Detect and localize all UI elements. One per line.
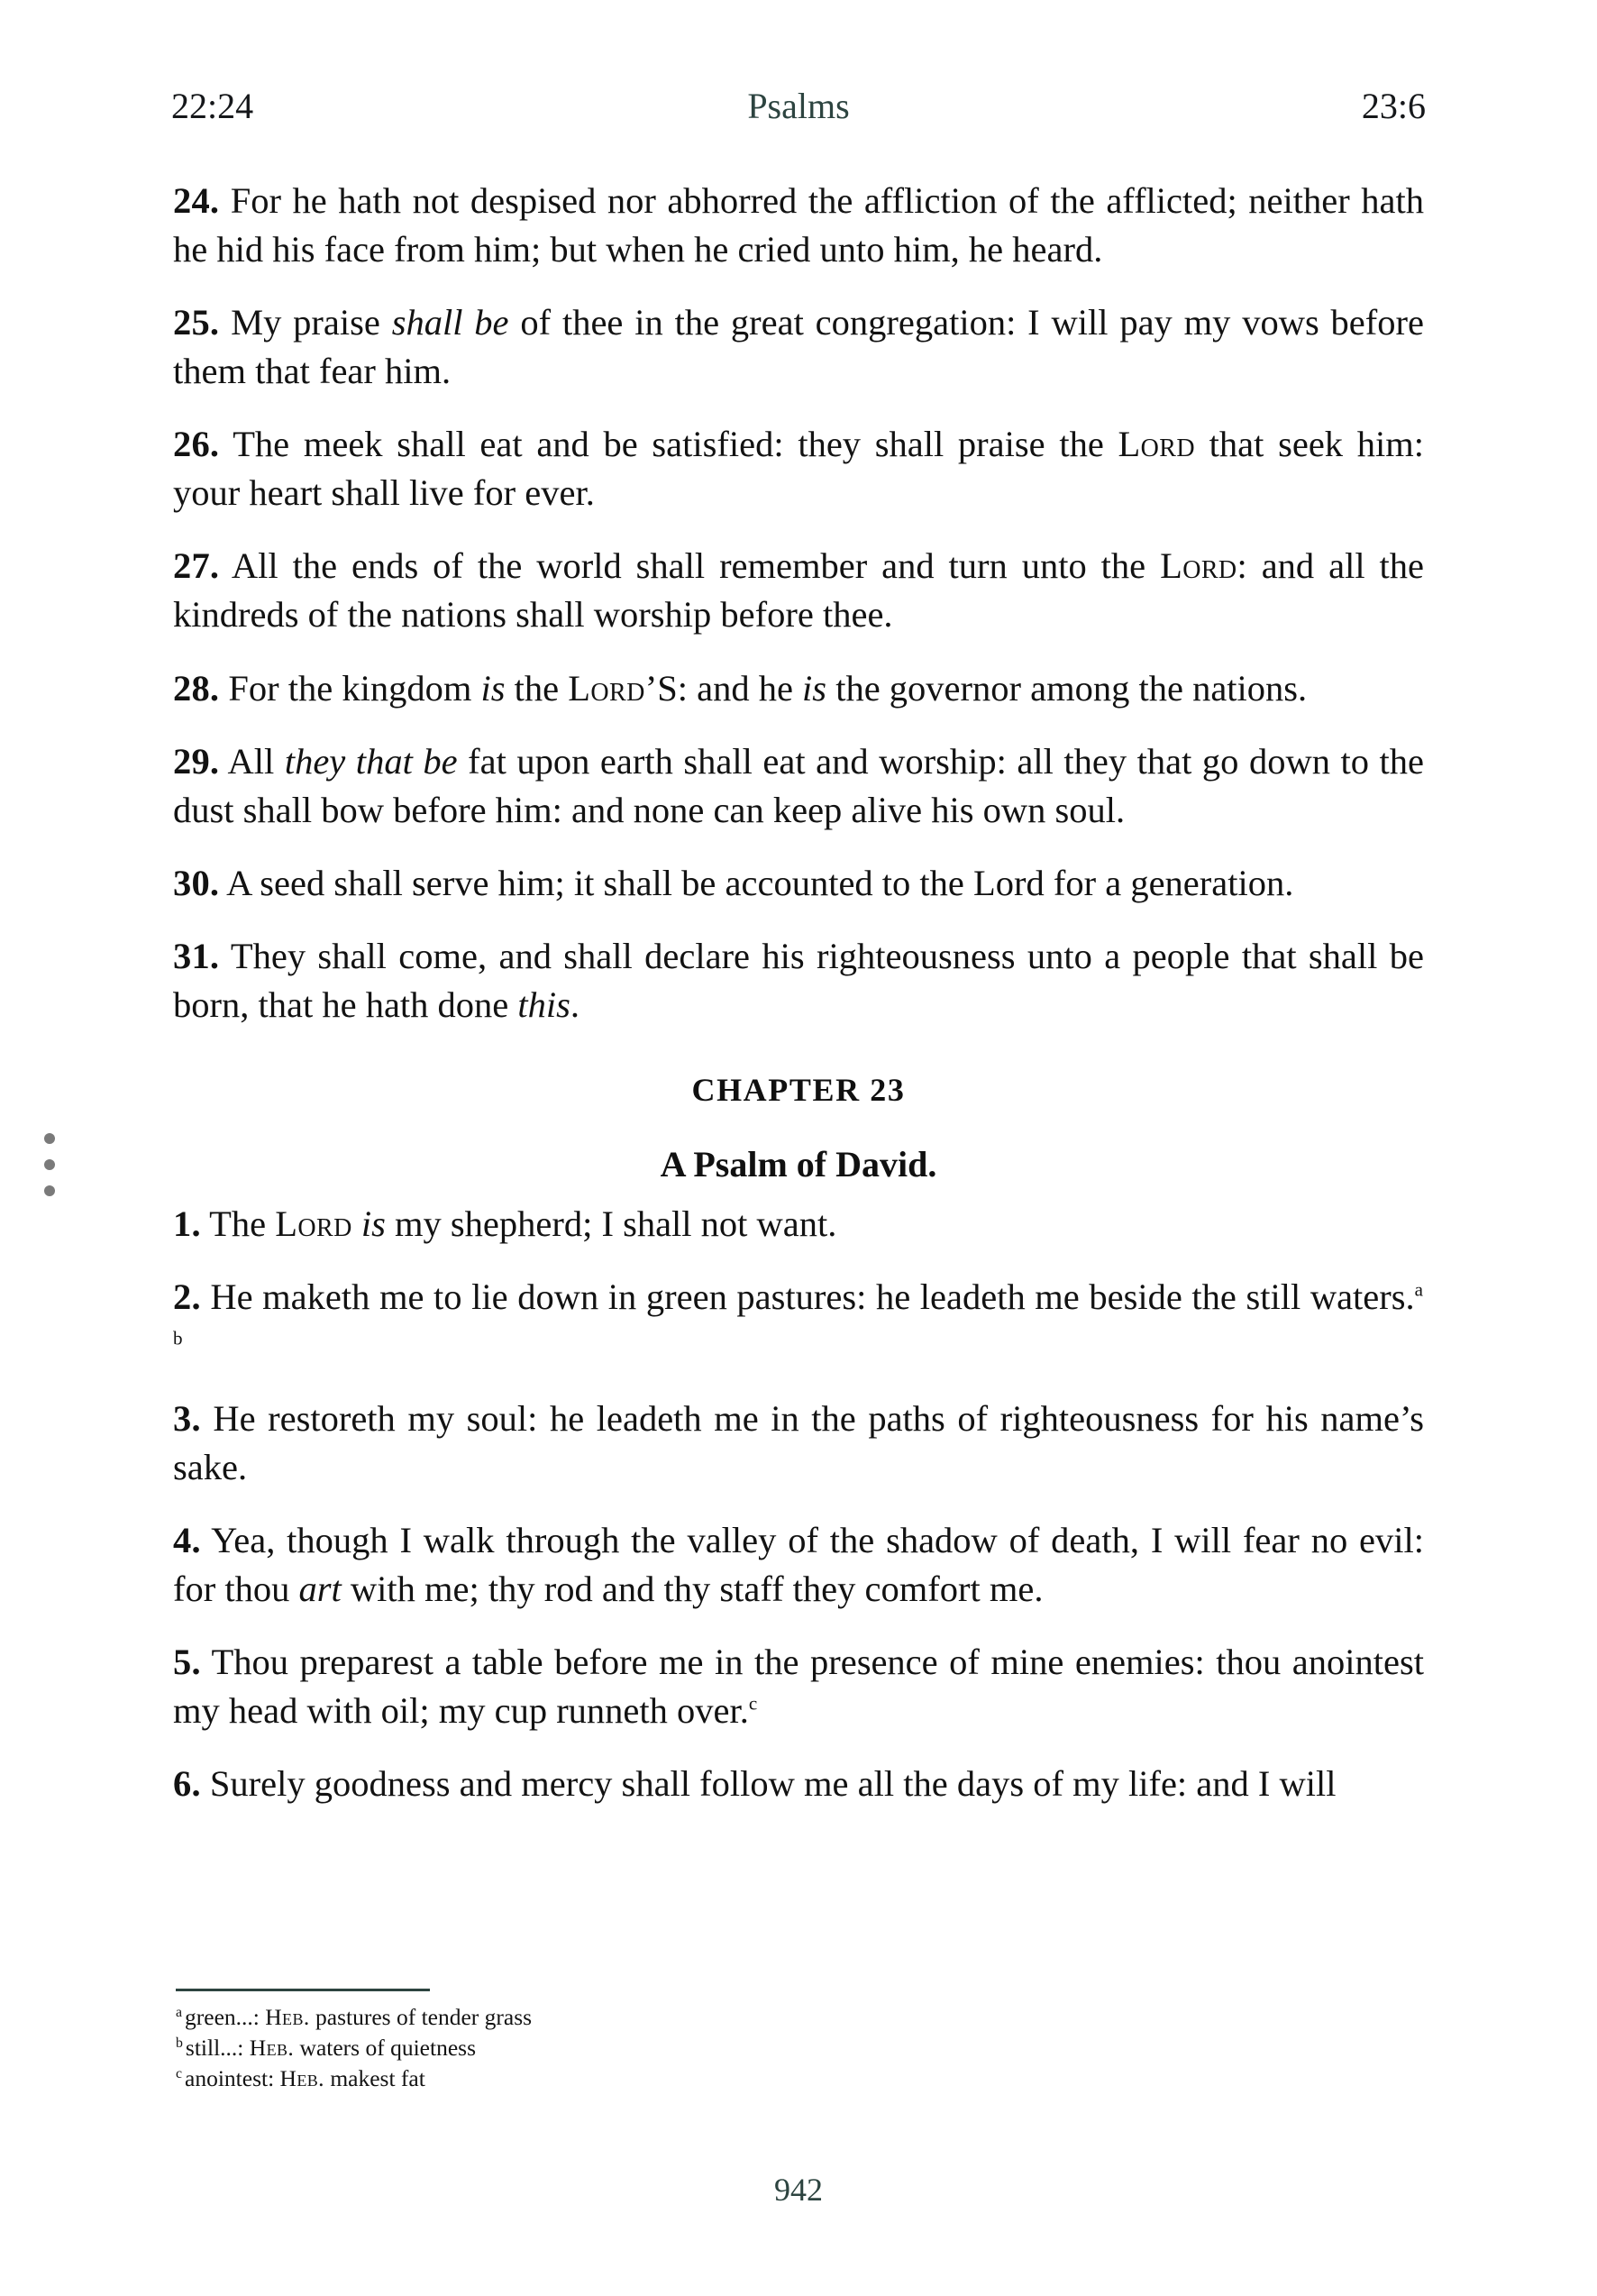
verse-text: For the kingdom [219, 667, 481, 709]
verse-text: Thou preparest a table before me in the presence of mine enemies: thou anointest my head with oil; my cup runneth over. [173, 1642, 1424, 1732]
verse-text: that seek him: your heart shall live for ever. [173, 424, 1424, 514]
verse-paragraph [173, 932, 1424, 1029]
verse-text: My praise [219, 302, 392, 343]
footnote-item [176, 2063, 1257, 2094]
verse-number: 2. [173, 1276, 201, 1317]
verse-text: with me; thy rod and thy staff they comfort me. [341, 1569, 1044, 1610]
verse-italic-text: is [802, 667, 827, 709]
verse-number: 29. [173, 740, 220, 782]
verse-text: the [505, 667, 569, 709]
verse-paragraph [173, 177, 1424, 274]
verse-italic-text: this [517, 983, 570, 1025]
footnote-mark: a [176, 2004, 183, 2020]
divine-name-smallcaps: Lord [568, 667, 645, 709]
verse-text: Surely goodness and mercy shall follow me all the days of my life: and I will [200, 1763, 1337, 1805]
footnote-mark: b [176, 2035, 183, 2051]
footnote-item [176, 2033, 1257, 2063]
running-head-right-reference: 23:6 [1361, 86, 1426, 126]
verse-text: Yea, though I walk through the valley of the shadow of death, I will fear no evil: for thou [173, 1520, 1424, 1610]
divine-name-smallcaps: Lord [275, 1203, 352, 1244]
verse-number: 31. [173, 935, 220, 976]
footnotes-section [176, 1989, 1257, 2094]
footnote-language-abbrev: Heb. [265, 2004, 310, 2030]
footnote-lemma: green...: [185, 2004, 266, 2030]
margin-dot [44, 1159, 55, 1170]
verse-italic-text: is [480, 667, 506, 709]
verse-italic-text: they that be [284, 740, 458, 782]
verse-text: A seed shall serve him; it shall be accounted to the Lord for a generation. [219, 862, 1294, 903]
verse-text: my shepherd; I shall not want. [385, 1203, 837, 1244]
verse-number: 27. [173, 545, 220, 587]
verse-italic-text: is [360, 1203, 386, 1244]
verse-number: 4. [173, 1520, 201, 1561]
footnote-mark: c [176, 2065, 183, 2081]
chapter-title: CHAPTER 23 [691, 1071, 906, 1108]
footnote-lemma: still...: [185, 2035, 250, 2062]
verse-text: the governor among the nations. [826, 667, 1308, 709]
page-number: 942 [774, 2172, 823, 2208]
verse-paragraph [173, 1760, 1424, 1808]
footnote-language-abbrev: Heb. [249, 2035, 295, 2062]
verse-paragraph [173, 1638, 1424, 1735]
verse-paragraph [173, 664, 1424, 713]
footnote-gloss: waters of quietness [294, 2035, 476, 2062]
footnote-lemma: anointest: [185, 2065, 280, 2092]
verse-text: fat upon earth shall eat and worship: all they that go down to the dust shall bow before him: and none can keep alive his own soul. [173, 740, 1424, 830]
verse-italic-text: shall be [391, 302, 509, 343]
footnote-gloss: pastures of tender grass [309, 2004, 533, 2030]
footnote-reference-mark[interactable]: c [748, 1692, 759, 1715]
verse-paragraph [173, 859, 1424, 908]
chapter-23-verse-list [173, 1200, 1424, 1809]
chapter-heading-block [173, 1071, 1424, 1185]
footnote-separator-rule [176, 1989, 430, 1991]
vertical-dots-icon[interactable] [44, 1133, 55, 1196]
verse-number: 26. [173, 424, 220, 465]
running-head [171, 88, 1426, 139]
verse-number: 28. [173, 667, 220, 709]
verse-paragraph [173, 737, 1424, 835]
footnote-language-abbrev: Heb. [279, 2065, 324, 2092]
verse-paragraph [173, 1273, 1424, 1370]
verse-text [352, 1203, 361, 1244]
verse-number: 24. [173, 180, 220, 221]
footnote-item [176, 2002, 1257, 2033]
verse-italic-text: art [298, 1569, 342, 1610]
verse-text: The meek shall eat and be satisfied: they shall praise the [219, 424, 1118, 465]
verse-number: 25. [173, 302, 220, 343]
verse-text: They shall come, and shall declare his righteousness unto a people that shall be born, that he hath done [173, 935, 1424, 1025]
divine-name-smallcaps: Lord [1160, 545, 1237, 587]
verse-paragraph [173, 1395, 1424, 1492]
chapter-22-verse-list [173, 177, 1424, 1029]
verse-number: 1. [173, 1203, 201, 1244]
margin-dot [44, 1133, 55, 1144]
running-head-left-reference: 22:24 [171, 86, 254, 126]
verse-text: : and all the kindreds of the nations shall worship before thee. [173, 545, 1424, 636]
verse-text: of thee in the great congregation: I will pay my vows before them that fear him. [173, 302, 1424, 392]
verse-paragraph [173, 1200, 1424, 1249]
verse-text: He restoreth my soul: he leadeth me in the paths of righteousness for his name’s sake. [173, 1398, 1424, 1488]
verse-paragraph [173, 420, 1424, 517]
verse-number: 30. [173, 862, 220, 903]
verse-number: 3. [173, 1398, 201, 1440]
verse-paragraph [173, 542, 1424, 639]
running-head-book-title: Psalms [747, 86, 850, 126]
verse-text: He maketh me to lie down in green pastures: he leadeth me beside the still waters. [200, 1276, 1415, 1317]
verse-paragraph [173, 298, 1424, 396]
verse-text: All [219, 740, 285, 782]
verse-text: All the ends of the world shall remember and turn unto the [219, 545, 1161, 587]
chapter-subtitle: A Psalm of David. [660, 1143, 937, 1185]
footnote-list [176, 2002, 1257, 2094]
verse-text: For he hath not despised nor abhorred the affliction of the afflicted; neither hath he hid his face from him; but when he cried unto him, he heard. [173, 180, 1424, 270]
verse-number: 5. [173, 1642, 201, 1683]
footnote-gloss: makest fat [324, 2065, 425, 2092]
footnote-reference-mark[interactable]: a b [173, 1278, 1424, 1349]
margin-dot [44, 1185, 55, 1196]
verse-text: ’S: and he [644, 667, 803, 709]
verse-text: The [200, 1203, 276, 1244]
verse-number: 6. [173, 1763, 201, 1805]
divine-name-smallcaps: Lord [1118, 424, 1195, 465]
verse-text: . [570, 983, 580, 1025]
text-column [173, 177, 1424, 1809]
verse-paragraph [173, 1516, 1424, 1614]
